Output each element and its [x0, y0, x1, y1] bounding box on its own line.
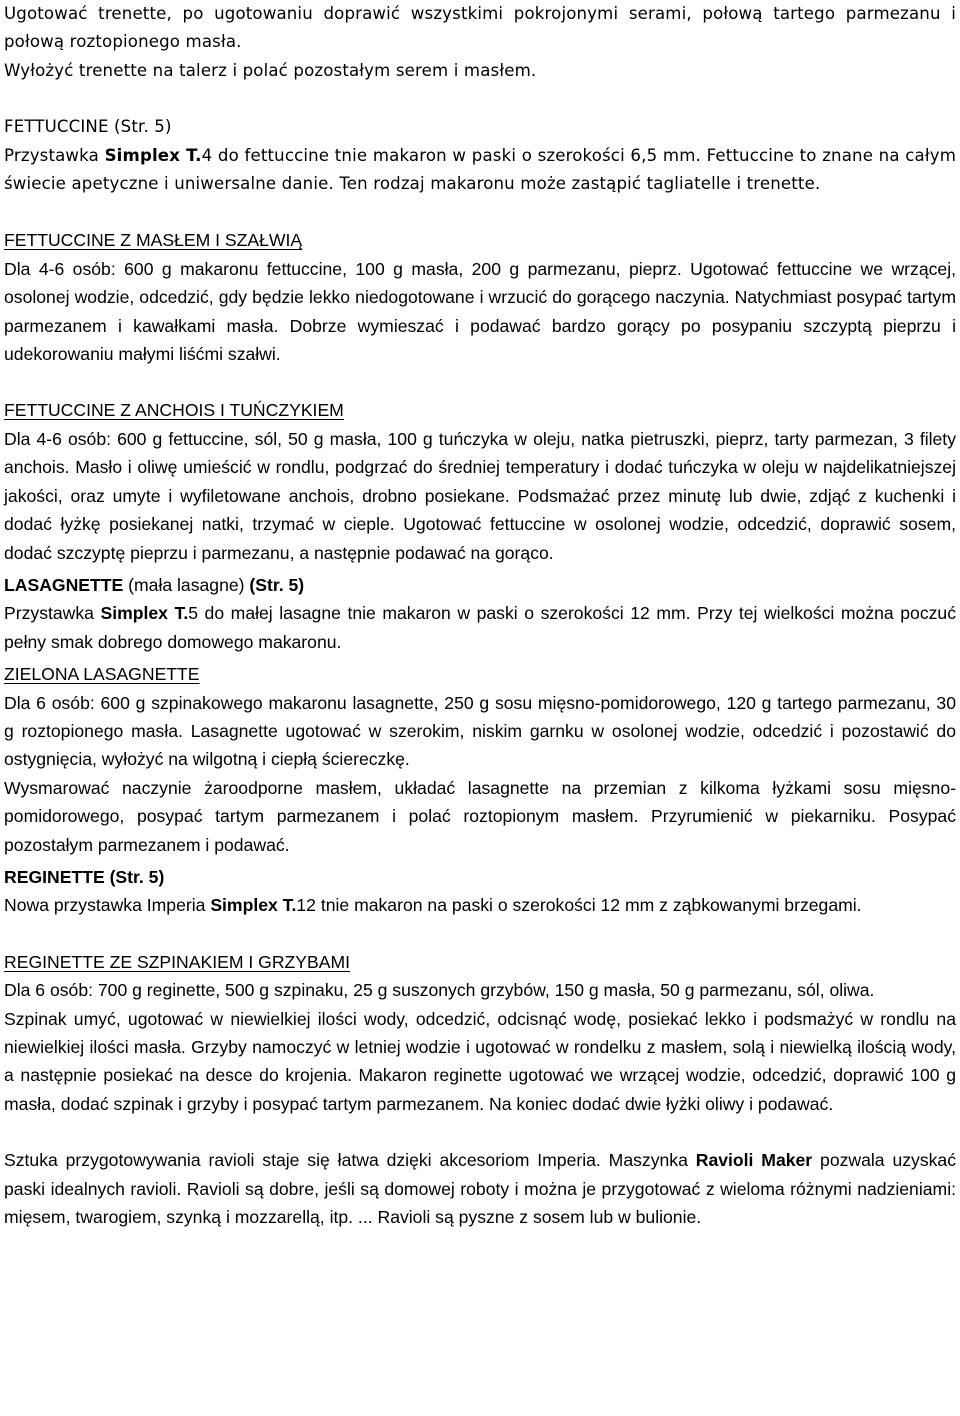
recipe-heading: ZIELONA LASAGNETTE — [4, 664, 200, 685]
recipe-heading: FETTUCCINE Z ANCHOIS I TUŃCZYKIEM — [4, 400, 344, 421]
lasagnette-title: LASAGNETTE (mała lasagne) (Str. 5) — [4, 574, 305, 595]
intro-paragraph-2: Wyłożyć trenette na talerz i polać pozostałym serem i masłem. — [4, 60, 537, 80]
intro-paragraph: Ugotować trenette, po ugotowaniu doprawić wszystkimi pokrojonymi serami, połową tartego parmezanu i połową roztopionego masła. — [4, 4, 956, 52]
recipe-body: Dla 6 osób: 600 g szpinakowego makaronu lasagnette, 250 g sosu mięsno-pomidorowego, 120 g tartego parmezanu, 30 g roztopionego masła. Lasagnette ugotować w szerokim, niskim garnku w osolonej wodzie, odcedzić i pozostawić do ostygnięcia, wyłożyć na wilgotną i ciepłą ściereczkę. — [4, 692, 956, 770]
brand-name: Ravioli Maker — [695, 1150, 813, 1171]
recipe-maslo — [4, 226, 956, 368]
reginette-section — [4, 863, 956, 920]
recipe-body-2: Wysmarować naczynie żaroodporne masłem, układać lasagnette na przemian z kilkoma łyżkami sosu mięsno-pomidorowego, posypać tartym parmezanem i polać roztopionym masłem. Przyrumienić w piekarniku. Posypać pozostałym parmezanem i podawać. — [4, 777, 956, 855]
lasagnette-description: Przystawka Simplex T.5 do małej lasagne tnie makaron w paski o szerokości 12 mm. Przy tej wielkości można poczuć pełny smak dobrego domowego makaronu. — [4, 603, 956, 652]
recipe-heading: REGINETTE ZE SZPINAKIEM I GRZYBAMI — [4, 951, 351, 972]
fettuccine-title: FETTUCCINE (Str. 5) — [4, 117, 172, 137]
fettuccine-section — [4, 113, 956, 198]
reginette-title: REGINETTE (Str. 5) — [4, 866, 165, 887]
fettuccine-description: Przystawka Simplex T.4 do fettuccine tnie makaron w paski o szerokości 6,5 mm. Fettuccine to znane na całym świecie apetyczne i uniwersalne danie. Ten rodzaj makaronu może zastąpić tagliatelle i trenette. — [4, 145, 957, 194]
recipe-anchois — [4, 396, 956, 566]
recipe-body: Dla 4-6 osób: 600 g makaronu fettuccine, 100 g masła, 200 g parmezanu, pieprz. Ugotować fettuccine we wrzącej, osolonej wodzie, odcedzić, gdy będzie lekko niedogotowane i wrzucić do gorącego naczynia. Natychmiast posypać tartym parmezanem i kawałkami masła. Dobrze wymieszać i podawać bardzo gorący po posypaniu szczyptą pieprzu i udekorowaniu małymi liśćmi szałwi. — [4, 258, 956, 365]
intro-section — [4, 0, 956, 85]
brand-name: Simplex T. — [104, 145, 202, 165]
recipe-heading: FETTUCCINE Z MASŁEM I SZAŁWIĄ — [4, 230, 303, 251]
ravioli-paragraph: Sztuka przygotowywania ravioli staje się łatwa dzięki akcesoriom Imperia. Maszynka Ravioli Maker pozwala uzyskać paski idealnych ravioli. Ravioli są dobre, jeśli są domowej roboty i można je przygotować z wieloma różnymi nadzieniami: mięsem, twarogiem, szynką i mozzarellą, itp. ... Ravioli są pyszne z sosem lub w bulionie. — [4, 1150, 957, 1228]
recipe-body: Dla 4-6 osób: 600 g fettuccine, sól, 50 g masła, 100 g tuńczyka w oleju, natka pietruszki, pieprz, tarty parmezan, 3 filety anchois. Masło i oliwę umieścić w rondlu, podgrzać do średniej temperatury i dodać tuńczyka w oleju w najdelikatniejszej jakości, oraz umyte i wyfiletowane anchois, drobno posiekane. Podsmażać przez minutę lub dwie, zdjąć z kuchenki i dodać łyżkę posiekanej natki, trzymać w cieple. Ugotować fettuccine w osolonej wodzie, odcedzić, doprawić sosem, dodać szczyptę pieprzu i parmezanu, a następnie podawać na gorąco. — [4, 428, 956, 563]
recipe-body: Dla 6 osób: 700 g reginette, 500 g szpinaku, 25 g suszonych grzybów, 150 g masła, 50 g parmezanu, sól, oliwa. — [4, 980, 875, 1001]
brand-name: Simplex T. — [100, 603, 189, 624]
recipe-zielona — [4, 660, 956, 859]
reginette-description: Nowa przystawka Imperia Simplex T.12 tnie makaron na paski o szerokości 12 mm z ząbkowanymi brzegami. — [4, 895, 862, 916]
recipe-body-2: Szpinak umyć, ugotować w niewielkiej ilości wody, odcedzić, odcisnąć wodę, posiekać lekko i podsmażyć w rondlu na niewielkiej ilości masła. Grzyby namoczyć w letniej wodzie i ugotować w rondelku z masłem, solą i niewielką ilością wody, a następnie posiekać na desce do krojenia. Makaron reginette ugotować we wrzącej wodzie, odcedzić, doprawić 100 g masła, dodać szpinak i grzyby i posypać tartym parmezanem. Na koniec dodać dwie łyżki oliwy i podawać. — [4, 1008, 956, 1114]
brand-name: Simplex T. — [210, 895, 297, 916]
recipe-szpinak — [4, 948, 956, 1118]
ravioli-section — [4, 1146, 956, 1231]
lasagnette-section — [4, 571, 956, 656]
